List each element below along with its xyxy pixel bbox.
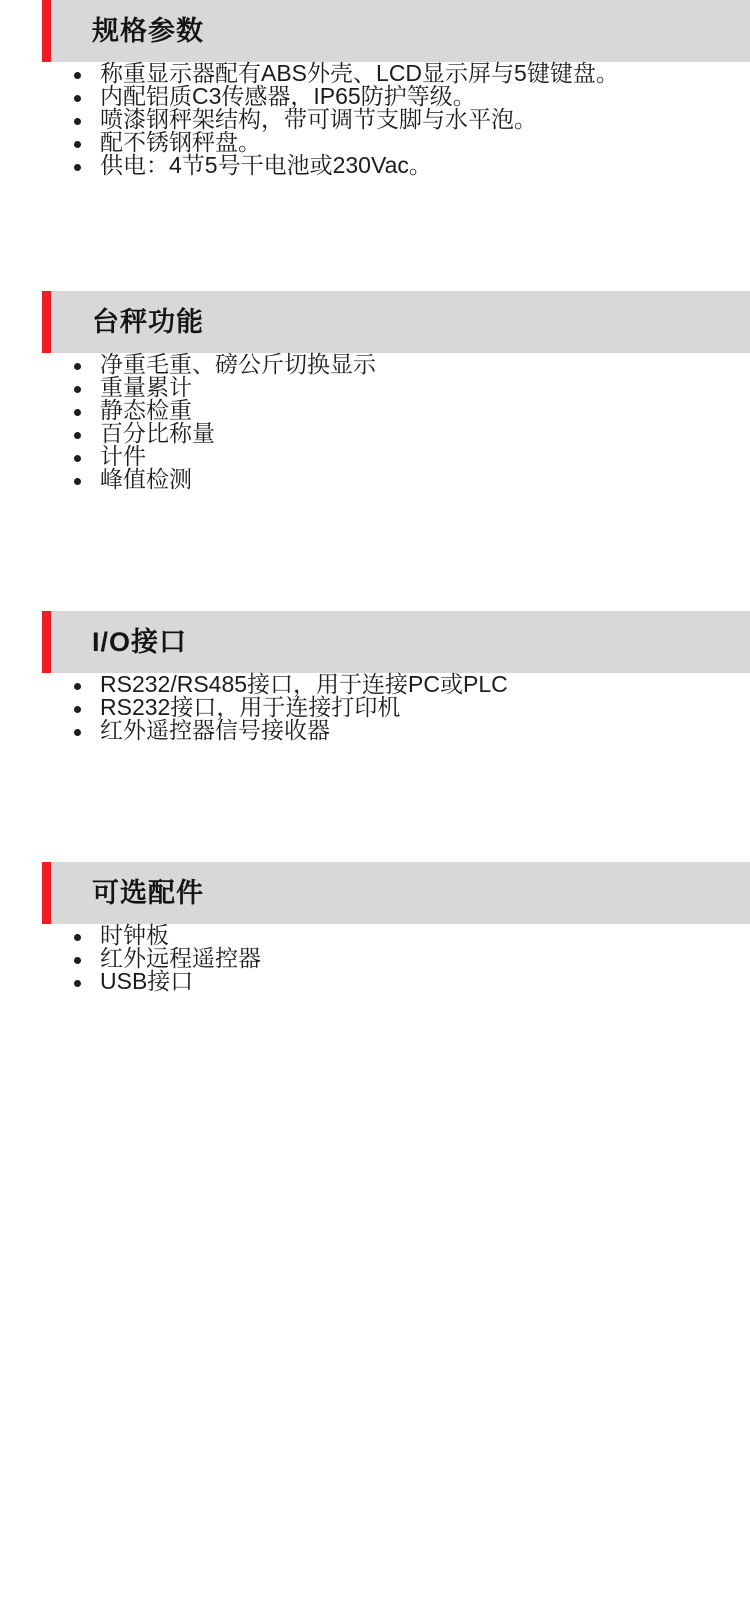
list-item <box>0 154 750 177</box>
list-item <box>0 445 750 468</box>
bullet-dot-icon <box>74 363 81 370</box>
list-item-text: 内配铝质C3传感器，IP65防护等级。 <box>100 83 476 109</box>
bullet-dot-icon <box>74 980 81 987</box>
red-accent-bar <box>42 611 51 673</box>
list-item-text: 净重毛重、磅公斤切换显示 <box>100 351 376 377</box>
list-item-text: 红外遥控器信号接收器 <box>100 717 330 743</box>
list-item <box>0 108 750 131</box>
section-optional-accessories <box>0 862 750 993</box>
list-item-text: 配不锈钢秤盘。 <box>100 129 261 155</box>
io-interfaces-list <box>0 673 750 742</box>
section-spacer <box>0 491 750 611</box>
list-item <box>0 696 750 719</box>
list-item <box>0 719 750 742</box>
list-item-text: USB接口 <box>100 968 194 994</box>
list-item <box>0 131 750 154</box>
specifications-list <box>0 62 750 177</box>
section-specifications <box>0 0 750 291</box>
list-item-text: 供电：4节5号干电池或230Vac。 <box>100 152 432 178</box>
bullet-dot-icon <box>74 118 81 125</box>
red-accent-bar <box>42 0 51 62</box>
list-item <box>0 468 750 491</box>
bullet-dot-icon <box>74 683 81 690</box>
list-item-text: 百分比称量 <box>100 420 215 446</box>
list-item-text: 红外远程遥控器 <box>100 945 261 971</box>
list-item <box>0 947 750 970</box>
section-title: 可选配件 <box>92 877 204 908</box>
bullet-dot-icon <box>74 455 81 462</box>
section-header-optional-accessories <box>51 862 750 924</box>
section-header-scale-functions <box>51 291 750 353</box>
list-item <box>0 85 750 108</box>
list-item <box>0 924 750 947</box>
bullet-dot-icon <box>74 164 81 171</box>
list-item-text: 峰值检测 <box>100 466 192 492</box>
list-item <box>0 353 750 376</box>
bullet-dot-icon <box>74 386 81 393</box>
bullet-dot-icon <box>74 72 81 79</box>
red-accent-bar <box>42 862 51 924</box>
list-item-text: RS232接口，用于连接打印机 <box>100 694 401 720</box>
scale-functions-list <box>0 353 750 491</box>
list-item-text: 称重显示器配有ABS外壳、LCD显示屏与5键键盘。 <box>100 60 619 86</box>
bullet-dot-icon <box>74 706 81 713</box>
bullet-dot-icon <box>74 957 81 964</box>
bullet-dot-icon <box>74 432 81 439</box>
section-scale-functions <box>0 291 750 611</box>
list-item <box>0 673 750 696</box>
bullet-dot-icon <box>74 409 81 416</box>
section-title: 规格参数 <box>92 15 204 46</box>
list-item-text: 计件 <box>100 443 146 469</box>
section-header-specifications <box>51 0 750 62</box>
list-item-text: 重量累计 <box>100 374 192 400</box>
section-spacer <box>0 177 750 291</box>
list-item <box>0 376 750 399</box>
list-item-text: 静态检重 <box>100 397 192 423</box>
section-title: I/O接口 <box>92 626 188 657</box>
list-item <box>0 399 750 422</box>
list-item <box>0 970 750 993</box>
red-accent-bar <box>42 291 51 353</box>
list-item <box>0 62 750 85</box>
bullet-dot-icon <box>74 729 81 736</box>
section-header-io-interfaces <box>51 611 750 673</box>
section-io-interfaces <box>0 611 750 862</box>
list-item <box>0 422 750 445</box>
bullet-dot-icon <box>74 934 81 941</box>
section-title: 台秤功能 <box>92 306 204 337</box>
list-item-text: 喷漆钢秤架结构，带可调节支脚与水平泡。 <box>100 106 537 132</box>
list-item-text: 时钟板 <box>100 922 169 948</box>
optional-accessories-list <box>0 924 750 993</box>
bullet-dot-icon <box>74 95 81 102</box>
bullet-dot-icon <box>74 478 81 485</box>
bullet-dot-icon <box>74 141 81 148</box>
section-spacer <box>0 742 750 862</box>
list-item-text: RS232/RS485接口，用于连接PC或PLC <box>100 671 508 697</box>
